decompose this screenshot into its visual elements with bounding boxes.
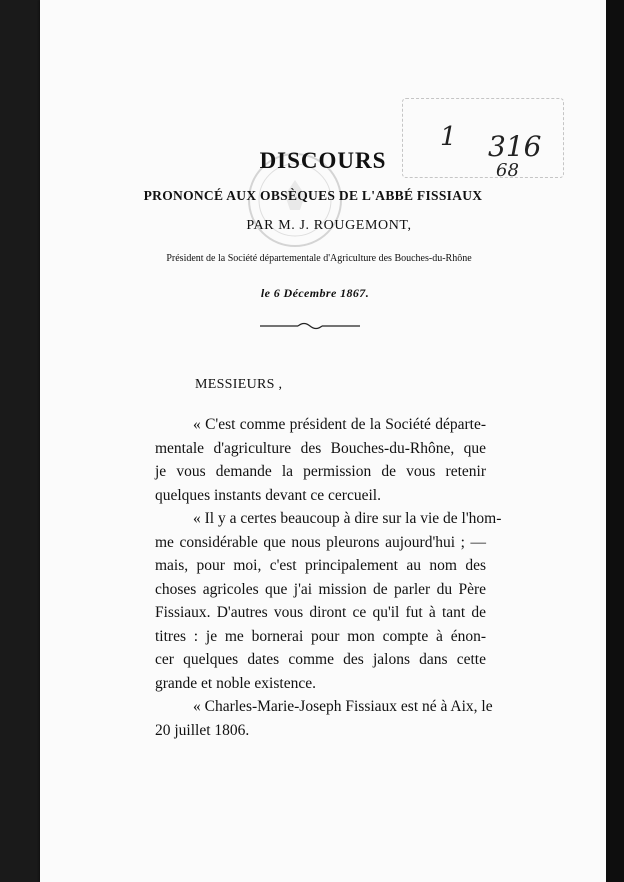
body-line: cer quelques dates comme des jalons dans cette xyxy=(155,651,486,668)
body-line: choses agricoles que j'ai mission de parler du Père xyxy=(155,580,486,598)
body-line: 20 juillet 1806. xyxy=(155,721,250,739)
handwritten-ref-number: 316 xyxy=(488,130,542,163)
speech-body xyxy=(155,413,502,742)
document-page xyxy=(40,0,606,882)
body-line: « Il y a certes beaucoup à dire sur la vie de l'hom- xyxy=(193,510,502,527)
salutation: MESSIEURS , xyxy=(195,377,283,392)
body-line: mais, pour moi, c'est principalement au nom des xyxy=(155,557,486,574)
body-line: je vous demande la permission de vous retenir xyxy=(155,463,486,480)
body-line: titres : je me bornerai pour mon compte à énon- xyxy=(155,627,486,645)
ornament-divider xyxy=(260,321,360,331)
body-line: Fissiaux. D'autres vous diront ce qu'il fut à tant de xyxy=(155,604,486,621)
body-line: « C'est comme président de la Société départe- xyxy=(193,416,486,433)
body-line: me considérable que nous pleurons aujourd'hui ; — xyxy=(155,533,486,551)
body-line: grande et noble existence. xyxy=(155,674,316,692)
document-title: DISCOURS xyxy=(259,148,387,173)
scan-edge xyxy=(606,0,624,882)
document-subtitle: PRONONCÉ AUX OBSÈQUES DE L'ABBÉ FISSIAUX xyxy=(143,188,483,203)
body-line: mentale d'agriculture des Bouches-du-Rhône, que xyxy=(155,439,486,457)
handwritten-ref-sub: 68 xyxy=(496,160,519,181)
author-line: PAR M. J. ROUGEMONT, xyxy=(246,218,412,233)
body-line: quelques instants devant ce cercueil. xyxy=(155,486,381,504)
author-role: Président de la Société départementale d'Agriculture des Bouches-du-Rhône xyxy=(166,253,472,264)
handwritten-mark-one: 1 xyxy=(440,122,457,152)
speech-date: le 6 Décembre 1867. xyxy=(260,286,370,300)
body-line: « Charles-Marie-Joseph Fissiaux est né à Aix, le xyxy=(193,698,493,715)
